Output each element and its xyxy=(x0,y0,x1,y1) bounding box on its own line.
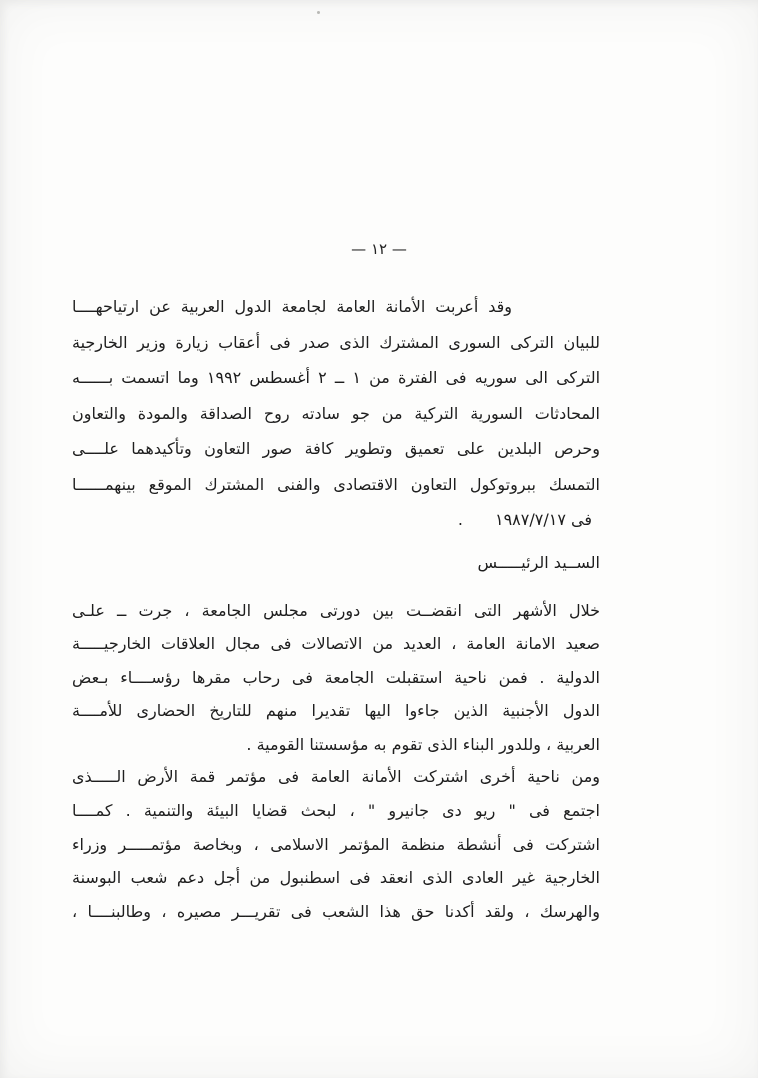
page-number: — ١٢ — xyxy=(351,240,407,258)
text-line: وقد أعربت الأمانة العامة لجامعة الدول العربية عن ارتياحهــــا xyxy=(72,297,512,316)
text-line: الخارجية غير العادى الذى انعقد فى اسطنبول من أجل دعم شعب البوسنة xyxy=(72,868,600,888)
text-line: العربية ، وللدور البناء الذى تقوم به مؤسستنا القومية . xyxy=(246,734,600,754)
text-line: التمسك ببروتوكول التعاون الاقتصادى والفنى المشترك الموقع بينهمــــــا xyxy=(72,474,600,494)
text-line: الدول الأجنبية الذين جاءوا اليها تقديرا منهم للتاريخ الحضارى للأمــــة xyxy=(72,701,600,721)
text-line: التركى الى سوريه فى الفترة من ١ ــ ٢ أغسطس ١٩٩٢ وما اتسمت بــــــه xyxy=(72,368,601,387)
text-line: صعيد الامانة العامة ، العديد من الاتصالات فى مجال العلاقات الخارجيـــــة xyxy=(72,634,600,654)
text-line: وحرص البلدين على تعميق وتطوير كافة صور التعاون وتأكيدهما علــــى xyxy=(72,439,600,458)
paragraph-3 xyxy=(72,760,600,929)
text-line: اشتركت فى أنشطة منظمة المؤتمر الاسلامى ، وبخاصة مؤتمـــــر وزراء xyxy=(72,834,600,854)
scan-speck xyxy=(317,11,320,14)
text-line: خلال الأشهر التى انقضــت بين دورتى مجلس الجامعة ، جرت ــ علـى xyxy=(72,601,600,620)
text-line: المحادثات السورية التركية من جو سادته روح الصداقة والمودة والتعاون xyxy=(72,403,600,423)
text-line: والهرسك ، ولقد أكدنا حق هذا الشعب فى تقريـــر مصيره ، وطالبنــــا ، xyxy=(72,902,600,922)
text-line: للبيان التركى السورى المشترك الذى صدر فى أعقاب زيارة وزير الخارجية xyxy=(72,332,600,352)
text-line: ومن ناحية أخرى اشتركت الأمانة العامة فى مؤتمر قمة الأرض الـــــذى xyxy=(72,767,600,786)
date-line: فى ١٩٨٧/٧/١٧ . xyxy=(457,510,592,529)
paragraph-2 xyxy=(72,594,600,761)
section-heading: الســيد الرئيـــــس xyxy=(477,553,600,572)
text-line: الدولية . فمن ناحية استقبلت الجامعة فى رحاب مقرها رؤســــاء بـعض xyxy=(72,667,600,687)
text-line: اجتمع فى " ريو دى جانيرو " ، لبحث قضايا البيئة والتنمية . كمــــا xyxy=(72,800,600,820)
paragraph-1 xyxy=(72,289,600,538)
